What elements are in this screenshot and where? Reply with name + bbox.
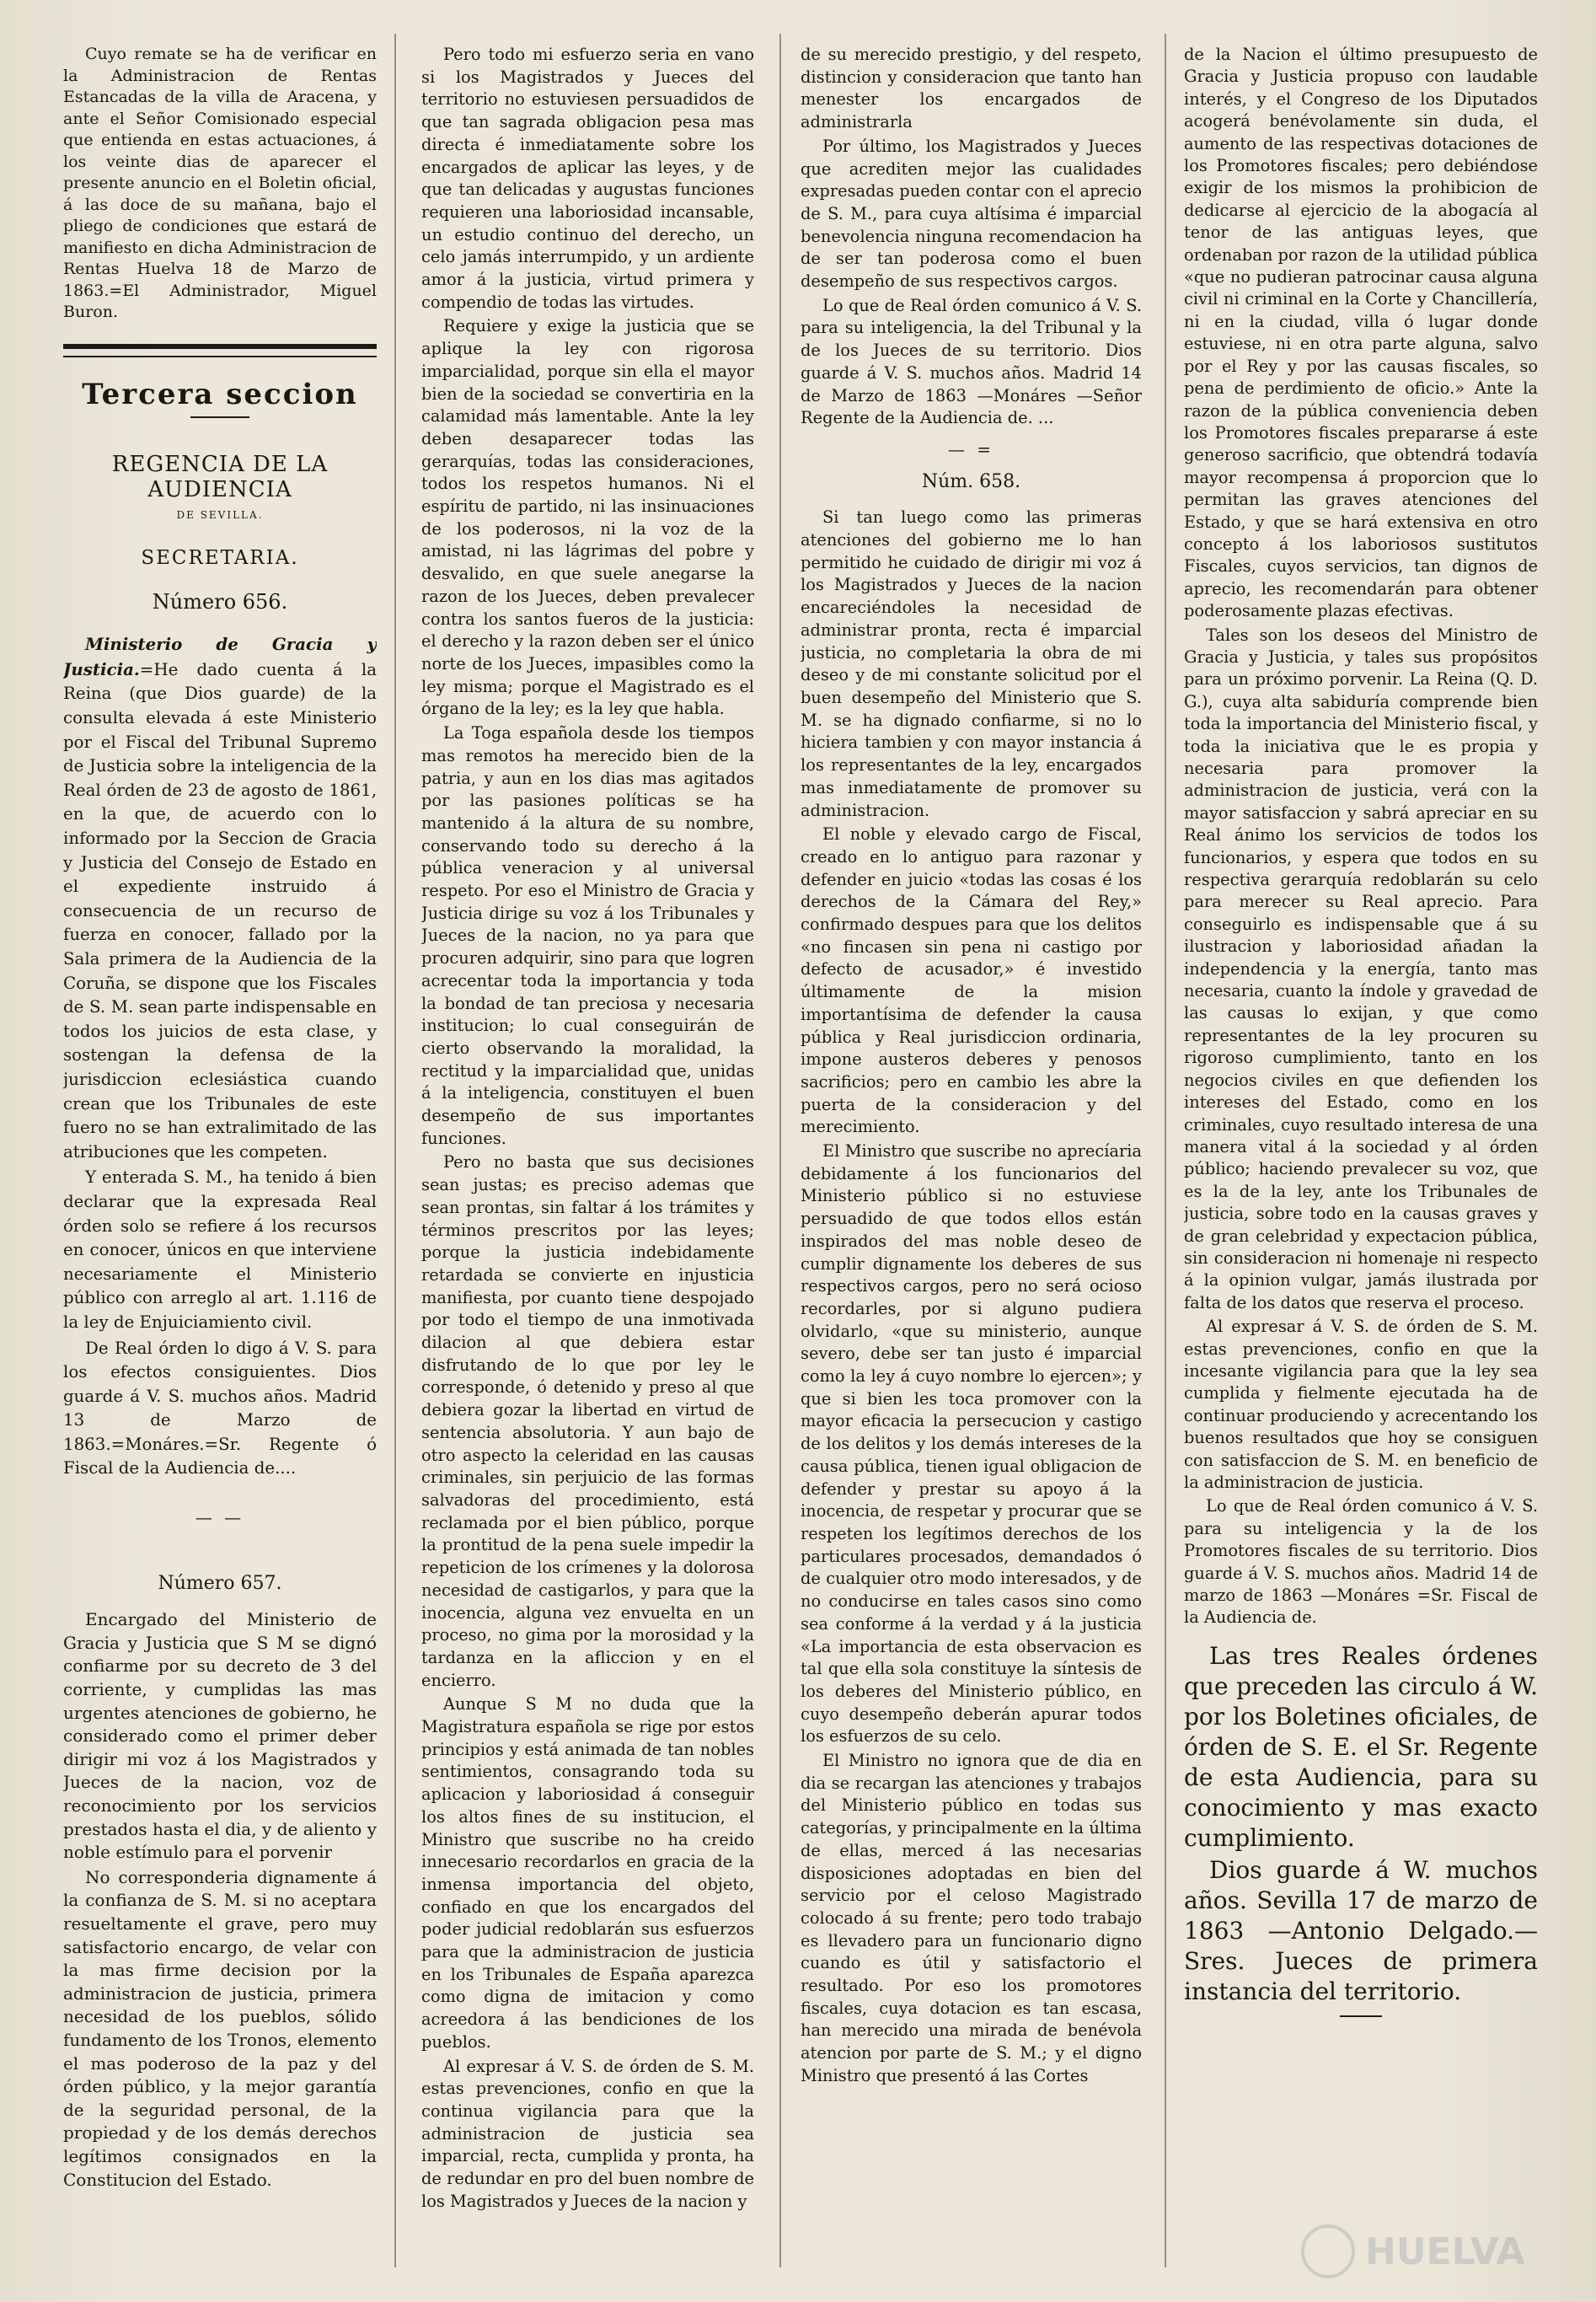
order-657-para-7: Aunque S M no duda que la Magistratura española se rige por estos principios y está animada de tan nobles sentimientos, consagrando toda su aplicacion y laboriosidad á conseguir los altos fines de su institucion, el Ministro que suscribe no ha creido innecesario recordarlos en gracia de la inmensa importancia del objeto, confiado en que los encargados del poder judicial redoblarán sus esfuerzos para que la administracion de justicia en los Tribunales de España aparezca como digna de imitacion y como acreedora á las bendiciones de los pueblos. — [421, 1694, 754, 2052]
order-657-para-10: Por último, los Magistrados y Jueces que acrediten mejor las cualidades expresadas pueden contar con el aprecio de S. M., para cuya altísima é imparcial benevolencia ninguna recomendacion ha de ser tan poderosa como el buen desempeño de sus respectivos cargos. — [801, 136, 1142, 292]
order-656-para-1 — [63, 632, 377, 1164]
column-divider — [1165, 34, 1166, 2267]
order-656-text-1: =He dado cuenta á la Reina (que Dios guarde) de la consulta elevada á este Ministerio por el Fiscal del Tribunal Supremo de Justicia sobre la inteligencia de la Real órden de 23 de agosto de 1861, en la que, de acuerdo con lo informado por la Seccion de Gracia y Justicia del Consejo de Estado en el expediente instruido á consecuencia de un recurso de fuerza en conocer, fallado por la Sala primera de la Audiencia de la Coruña, se dispone que los Fiscales de S. M. sean parte indispensable en todos los juicios de esta clase, y sostengan la defensa de la jurisdiccion eclesiástica cuando crean que los Tribunales de este fuero no se han extralimitado de las atribuciones que les competen. — [63, 659, 377, 1162]
order-657-para-9: de su merecido prestigio, y del respeto, distincion y consideracion que tanto han menester los encargados de administrarla — [801, 45, 1142, 132]
column-4 — [1184, 44, 1538, 2261]
separator-dash: — — — [195, 1507, 245, 1528]
secretaria-heading: SECRETARIA. — [141, 547, 299, 570]
order-658-para-1: Si tan luego como las primeras atenciones del gobierno me lo han permitido he cuidado de dirigir mi voz á los Magistrados y Jueces de la nacion encareciéndoles la necesidad de administrar pronta, recta é imparcial justicia, no completaria la obra de mi deseo y de mi constante solicitud por el buen desempeño del Ministerio que S. M. se ha dignado confiarme, si no lo hiciera tambien y con mayor instancia á los representantes de la ley, encargados mas inmediatamente de promover su administracion. — [801, 507, 1142, 820]
column-divider — [779, 34, 781, 2267]
order-657-para-5: La Toga española desde los tiempos mas remotos ha merecido bien de la patria, y aun en los dias mas agitados por las pasiones políticas se ha mantenido á la altura de su nombre, conservando todo su derecho á la pública veneracion y al universal respeto. Por eso el Ministro de Gracia y Justicia dirige su voz á los Tribunales y Jueces de la nacion, no ya para que procuren adquirir, sino para que logren acrecentar toda la importancia y toda la bondad de tan preciosa y necesaria institucion; lo cual conseguirán de cierto observando la moralidad, la rectitud y la imparcialidad que, unidas á la inteligencia, constituyen el buen desempeño de sus importantes funciones. — [421, 723, 754, 1148]
order-657-para-6: Pero no basta que sus decisiones sean justas; es preciso ademas que sean prontas, sin faltar á los trámites y términos prescritos por las leyes; porque la justicia indebidamente retardada se convierte en injusticia manifiesta, por cuanto tiene despojado por todo el tiempo de una inmotivada dilacion al que debiera estar disfrutando de lo que por ley le corresponde, ó detenido y preso al que debiera gozar la libertad en virtud de sentencia absolutoria. Y aun bajo de otro aspecto la celeridad en las causas criminales, sin perjuicio de las formas salvadoras del procedimiento, está reclamada por el bien público, porque la prontitud de la pena suele impedir la repeticion de los crímenes y la dolorosa necesidad de castigarlos, y para que la inocencia, alguna vez envuelta en un proceso, no gima por la morosidad y la tardanza en la afliccion y en el encierro. — [421, 1152, 754, 1690]
ministerio-heading: Ministerio de Gracia y Justicia. — [63, 634, 377, 679]
section-thick-rule — [63, 344, 377, 349]
regencia-subheading: DE SEVILLA. — [176, 508, 264, 521]
number-657-heading: Número 657. — [158, 1572, 282, 1594]
watermark-text: HUELVA — [1365, 2230, 1525, 2273]
order-657-para-1: Encargado del Ministerio de Gracia y Justicia que S M se dignó confiarme por su decreto de 3 del corriente, y cumplidas las mas urgentes atenciones de gobierno, he considerado como el primer deber dirigir mi voz á los Magistrados y Jueces de la nacion, voz de reconocimiento por los servicios prestados hasta el dia, y de aliento y noble estímulo para el porvenir — [63, 1609, 377, 1863]
short-rule — [190, 416, 249, 418]
order-658-para-4: El Ministro no ignora que de dia en dia se recargan las atenciones y trabajos del Ministerio público en todas sus categorías, y principalmente en la última de ellas, merced á las necesarias disposiciones adoptadas en bien del servicio por el celoso Magistrado colocado á su frente; pero todo trabajo es llevadero para un funcionario digno cuando es útil y satisfactorio el resultado. Por eso los promotores fiscales, cuya dotacion es tan escasa, han merecido una mirada de benévola atencion por parte de S. M.; y el digno Ministro que presentó á las Cortes — [801, 1751, 1142, 2085]
regencia-heading: REGENCIA DE LA AUDIENCIA — [111, 451, 329, 502]
order-657-para-2: No corresponderia dignamente á la confianza de S. M. si no aceptara resueltamente el grave, pero muy satisfactorio encargo, de velar con la mas firme decision por la administracion de justicia, primera necesidad de los pueblos, sólido fundamento de los Tronos, elemento el mas poderoso de la paz y del órden público, y la mejor garantía de la seguridad personal, de la propiedad y de los demás derechos legítimos consignados en la Constitucion del Estado. — [63, 1866, 377, 2190]
order-658-para-7: Al expresar á V. S. de órden de S. M. estas prevenciones, confio en que la incesante vigilancia para que la ley sea cumplida y fielmente ejecutada ha de continuar produciendo y acrecentando los buenos resultados que hoy se consiguen con satisfaccion de S. M. en beneficio de la administracion de justicia. — [1184, 1317, 1538, 1492]
order-658-para-2: El noble y elevado cargo de Fiscal, creado en lo antiguo para razonar y defender en juicio «todas las cosas é los derechos de la Cámara del Rey,» confirmado despues para que los delitos «no fincasen sin pena ni castigo por defecto de acusador,» é investido últimamente de la mision importantísima de defender la causa pública y Real jurisdiccion ordinaria, impone austeros deberes y penosos sacrificios; pero en cambio les abre la puerta de la consideracion y del merecimiento. — [801, 824, 1142, 1137]
column-2 — [421, 44, 754, 2261]
order-658-para-5: de la Nacion el último presupuesto de Gracia y Justicia propuso con laudable interés, y el Congreso de los Diputados acogerá benévolamente sin duda, el aumento de las respectivas dotaciones de los Promotores fiscales; pero debiéndose exigir de los mismos la prohibicion de dedicarse al ejercicio de la abogacía al tenor de las antiguas leyes, que ordenaban por razon de la utilidad pública «que no pudieran patrocinar causa alguna civil ni criminal en la Corte y Chancillería, ni en la ciudad, villa ó lugar donde estuviese, ni en otra parte alguna, salvo por el Rey y por las causas fiscales, so pena de perdimiento de oficio.» Ante la razon de la pública conveniencia deben los Promotores fiscales prepararse á este generoso sacrificio, que obtendrá todavía mayor recompensa á proporcion que lo permitan las graves atenciones del Estado, y que se hará extensiva en otro concepto á los laboriosos sustitutos Fiscales, cuyos servicios, tan dignos de aprecio, les recomendarán para obtener poderosamente plazas efectivas. — [1184, 45, 1538, 621]
column-1 — [63, 44, 377, 2261]
end-rule — [1340, 2015, 1382, 2017]
order-656-para-2: Y enterada S. M., ha tenido á bien declarar que la expresada Real órden solo se refiere á los recursos en conocer, únicos en que interviene necesariamente el Ministerio público con arreglo al art. 1.116 de la ley de Enjuiciamiento civil. — [63, 1167, 377, 1332]
order-657-para-4: Requiere y exige la justicia que se aplique la ley con rigorosa imparcialidad, porque sin ella el mayor bien de la sociedad se convertiria en la calamidad más lamentable. Ante la ley deben desaparecer todas las gerarquías, todas las consideraciones, todos los respetos humanos. Ni el espíritu de partido, ni las insinuaciones de los poderosos, ni la voz de la amistad, ni las lágrimas del pobre y desvalido, en que suele anegarse la razon de los Jueces, deben prevalecer contra los santos fueros de la justicia: el derecho y la razon deben ser el único norte de los Jueces, impasibles como la ley misma; porque el Magistrado es el órgano de la ley; es la ley que habla. — [421, 316, 754, 719]
number-656-heading: Número 656. — [152, 589, 288, 614]
order-657-para-11: Lo que de Real órden comunico á V. S. para su inteligencia, la del Tribunal y la de los Jueces de su territorio. Dios guarde á V. S. muchos años. Madrid 14 de Marzo de 1863 —Monáres —Señor Regente de la Audiencia de. ... — [801, 295, 1142, 428]
order-657-para-3: Pero todo mi esfuerzo seria en vano si los Magistrados y Jueces del territorio no estuviesen persuadidos de que tan sagrada obligacion pesa mas directa é inmediatamente sobre los encargados de aplicar las leyes, y de que tan delicadas y augustas funciones requieren una laboriosidad incansable, un estudio continuo del derecho, un celo jamás interrumpido, y un ardiente amor á la justicia, virtud primera y compendio de todas las virtudes. — [421, 45, 754, 312]
section-title: Tercera seccion — [82, 377, 358, 411]
archive-watermark — [1301, 2226, 1554, 2277]
number-658-heading: Núm. 658. — [921, 470, 1021, 492]
order-658-para-6: Tales son los deseos del Ministro de Gracia y Justicia, y tales sus propósitos para un próximo porvenir. La Reina (Q. D. G.), cuya alta sabiduría comprende bien toda la importancia del Ministerio fiscal, y toda la iniciativa que le es propia y necesaria para promover la administracion de justicia, verá con la mayor satisfaccion y sabrá apreciar en su Real ánimo los servicios de todos los funcionarios, y espera que todos en su respectiva gerarquía redoblarán su celo para merecer su Real aprecio. Para conseguirlo es indispensable que á su ilustracion y laboriosidad añadan la independencia y la energía, tanto mas necesaria, cuanto la índole y gravedad de las causas lo exijan, y que como representantes de la ley procuren su rigoroso cumplimiento, tanto en los negocios civiles en que defienden los intereses del Estado, como en los criminales, cuyo resultado interesa de una manera vital á la sociedad y al órden público; haciendo prevalecer su voz, que es la de la ley, ante los Tribunales de justicia, sobre todo en la causas graves y de gran celebridad y expectacion pública, sin consideracion ni homenaje ni respecto á la opinion vulgar, jamás ilustrada por falta de los datos que reserva el proceso. — [1184, 625, 1538, 1312]
column-divider — [394, 34, 396, 2267]
order-656 — [63, 632, 377, 1481]
column-3 — [801, 44, 1142, 2261]
auction-notice-text: Cuyo remate se ha de verificar en la Administracion de Rentas Estancadas de la villa de Aracena, y ante el Señor Comisionado especial que entienda en estas actuaciones, á los veinte dias de aparecer el presente anuncio en el Boletin oficial, á las doce de su mañana, bajo el pliego de condiciones que estará de manifiesto en dicha Administracion de Rentas Huelva 18 de Marzo de 1863.=El Administrador, Miguel Buron. — [63, 45, 377, 321]
order-656-para-3: De Real órden lo digo á V. S. para los efectos consiguientes. Dios guarde á V. S. muchos años. Madrid 13 de Marzo de 1863.=Monáres.=Sr. Regente ó Fiscal de la Audiencia de.... — [63, 1338, 377, 1478]
auction-notice — [63, 44, 377, 324]
closing-circular — [1184, 1641, 1538, 2007]
order-657-para-8: Al expresar á V. S. de órden de S. M. estas prevenciones, confio en que la continua vigilancia para que la administracion de justicia sea imparcial, recta, cumplida y pronta, ha de redundar en pro del buen nombre de los Magistrados y Jueces de la nacion y — [421, 2056, 754, 2211]
order-658-para-8: Lo que de Real órden comunico á V. S. para su inteligencia y la de los Promotores fiscales de su territorio. Dios guarde á V. S. muchos años. Madrid 14 de marzo de 1863 —Monáres =Sr. Fiscal de la Audiencia de. — [1184, 1496, 1538, 1628]
watermark-seal-icon — [1301, 2224, 1355, 2278]
section-thin-rule — [63, 356, 377, 357]
closing-para-2: Dios guarde á W. muchos años. Sevilla 17 de marzo de 1863 —Antonio Delgado.— Sres. Jueces de primera instancia del territorio. — [1184, 1855, 1538, 2005]
closing-para-1: Las tres Reales órdenes que preceden las circulo á W. por los Boletines oficiales, de órden de S. E. el Sr. Regente de esta Audiencia, para su conocimiento y mas exacto cumplimiento. — [1184, 1641, 1538, 1852]
separator-dash: — = — [947, 438, 995, 459]
order-658-para-3: El Ministro que suscribe no aprecíaria debidamente á los funcionarios del Ministerio público si no estuviese persuadido de que todos ellos están inspirados del mas noble deseo de cumplir dignamente los deberes de sus respectivos cargos, pero no será ocioso recordarles, por si alguno pudiera olvidarlo, «que su ministerio, aunque severo, debe ser tan justo é imparcial como la ley á cuyo nombre lo ejercen»; y que si bien les toca promover con la mayor eficacia la persecucion y castigo de los delitos y los demás intereses de la causa pública, tienen igual obligacion de defender y prestar su apoyo á la inocencia, de respetar y procurar que se respeten los legítimos derechos de los particulares procesados, demandados ó de cualquier otro modo interesados, y de no conducirse en tales casos sino como sea conforme á la verdad y á la justicia «La importancia de esta observacion es tal que ella sola constituye la síntesis de los deberes del Ministerio público, en cuyo desempeño deberán apurar todos los esfuerzos de su celo. — [801, 1141, 1142, 1747]
